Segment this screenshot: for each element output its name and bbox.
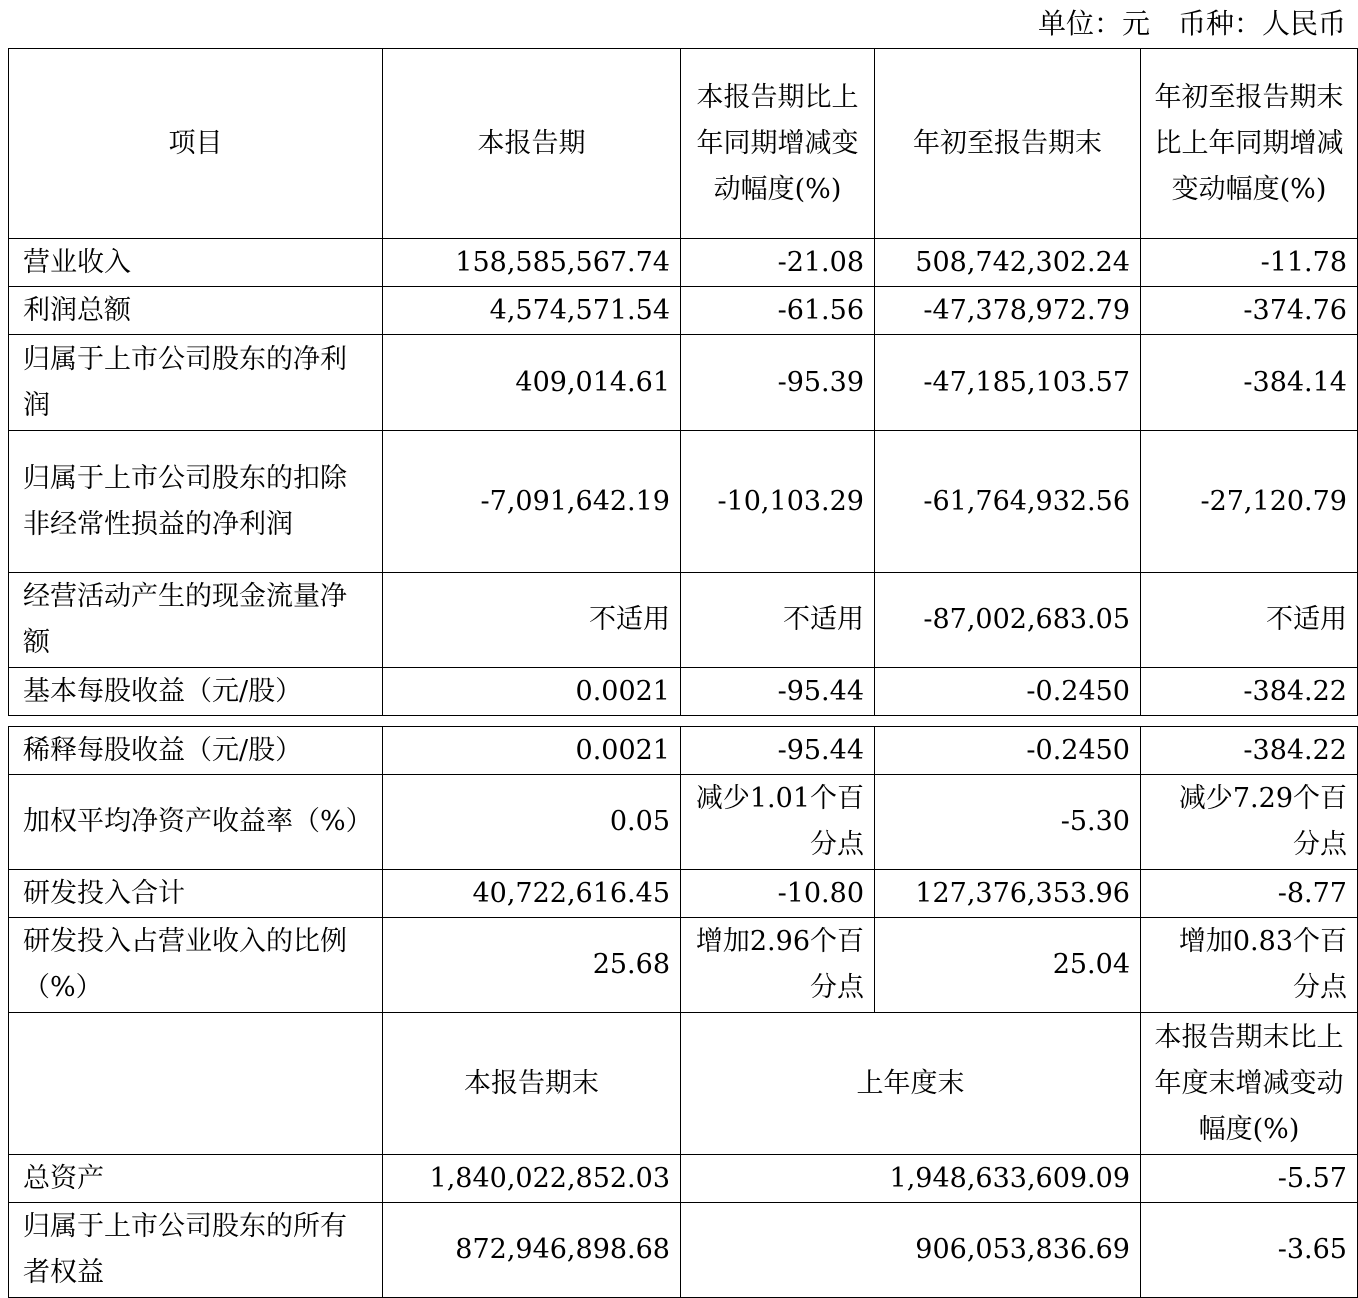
- cell-ytd-change: -27,120.79: [1141, 431, 1358, 573]
- header-period-change: 本报告期末比上年度末增减变动幅度(%): [1141, 1013, 1358, 1155]
- header-current-period: 本报告期: [383, 49, 681, 239]
- row-item-label: 研发投入占营业收入的比例（%）: [9, 918, 383, 1013]
- row-item-label: 研发投入合计: [9, 870, 383, 918]
- cell-prior-year-end: 1,948,633,609.09: [681, 1155, 1141, 1203]
- cell-ytd-change: 增加0.83个百分点: [1141, 918, 1358, 1013]
- row-item-label: 营业收入: [9, 239, 383, 287]
- cell-ytd: -61,764,932.56: [875, 431, 1141, 573]
- table-row: [9, 431, 1358, 573]
- cell-ytd-change: -384.22: [1141, 668, 1358, 716]
- table-row: [9, 573, 1358, 668]
- cell-current: -7,091,642.19: [383, 431, 681, 573]
- header-period-end: 本报告期末: [383, 1013, 681, 1155]
- row-item-label: 归属于上市公司股东的扣除非经常性损益的净利润: [9, 431, 383, 573]
- cell-period-end: 872,946,898.68: [383, 1203, 681, 1298]
- table-row: [9, 727, 1358, 775]
- cell-current-change: -95.44: [681, 668, 875, 716]
- cell-current-change: -21.08: [681, 239, 875, 287]
- cell-ytd: -0.2450: [875, 668, 1141, 716]
- cell-period-change: -5.57: [1141, 1155, 1358, 1203]
- cell-ytd: -87,002,683.05: [875, 573, 1141, 668]
- financial-data-table-part2: [8, 726, 1358, 1298]
- cell-current-change: -61.56: [681, 287, 875, 335]
- cell-current-change: -95.44: [681, 727, 875, 775]
- cell-ytd-change: -384.22: [1141, 727, 1358, 775]
- financial-data-table-part1: [8, 48, 1358, 716]
- cell-ytd-change: 不适用: [1141, 573, 1358, 668]
- cell-current: 25.68: [383, 918, 681, 1013]
- cell-current-change: -95.39: [681, 335, 875, 431]
- cell-ytd-change: -384.14: [1141, 335, 1358, 431]
- cell-ytd-change: 减少7.29个百分点: [1141, 775, 1358, 870]
- cell-ytd: 25.04: [875, 918, 1141, 1013]
- cell-ytd: -47,185,103.57: [875, 335, 1141, 431]
- table-row: [9, 668, 1358, 716]
- cell-ytd: 508,742,302.24: [875, 239, 1141, 287]
- table-row: [9, 1155, 1358, 1203]
- cell-current: 409,014.61: [383, 335, 681, 431]
- row-item-label: 基本每股收益（元/股）: [9, 668, 383, 716]
- header-ytd: 年初至报告期末: [875, 49, 1141, 239]
- balance-header-row: [9, 1013, 1358, 1155]
- header-prior-year-end: 上年度末: [681, 1013, 1141, 1155]
- table-row: [9, 239, 1358, 287]
- header-row: [9, 49, 1358, 239]
- table-row: [9, 1203, 1358, 1298]
- header-ytd-change: 年初至报告期末比上年同期增减变动幅度(%): [1141, 49, 1358, 239]
- row-item-label: 加权平均净资产收益率（%）: [9, 775, 383, 870]
- cell-current-change: 增加2.96个百分点: [681, 918, 875, 1013]
- cell-ytd-change: -8.77: [1141, 870, 1358, 918]
- table-row: [9, 335, 1358, 431]
- cell-current: 0.0021: [383, 727, 681, 775]
- cell-current-change: -10.80: [681, 870, 875, 918]
- cell-current: 40,722,616.45: [383, 870, 681, 918]
- table-row: [9, 870, 1358, 918]
- cell-current-change: 不适用: [681, 573, 875, 668]
- table-row: [9, 775, 1358, 870]
- cell-ytd: -47,378,972.79: [875, 287, 1141, 335]
- cell-current: 0.0021: [383, 668, 681, 716]
- balance-header-blank: [9, 1013, 383, 1155]
- header-current-change: 本报告期比上年同期增减变动幅度(%): [681, 49, 875, 239]
- cell-ytd: -5.30: [875, 775, 1141, 870]
- cell-current-change: 减少1.01个百分点: [681, 775, 875, 870]
- cell-current: 不适用: [383, 573, 681, 668]
- row-item-label: 稀释每股收益（元/股）: [9, 727, 383, 775]
- cell-ytd: 127,376,353.96: [875, 870, 1141, 918]
- row-item-label: 归属于上市公司股东的所有者权益: [9, 1203, 383, 1298]
- cell-ytd: -0.2450: [875, 727, 1141, 775]
- cell-prior-year-end: 906,053,836.69: [681, 1203, 1141, 1298]
- unit-currency-note: 单位：元 币种：人民币: [1037, 7, 1346, 40]
- cell-ytd-change: -11.78: [1141, 239, 1358, 287]
- row-item-label: 总资产: [9, 1155, 383, 1203]
- cell-period-change: -3.65: [1141, 1203, 1358, 1298]
- row-item-label: 利润总额: [9, 287, 383, 335]
- cell-current-change: -10,103.29: [681, 431, 875, 573]
- row-item-label: 归属于上市公司股东的净利润: [9, 335, 383, 431]
- cell-current: 0.05: [383, 775, 681, 870]
- cell-current: 4,574,571.54: [383, 287, 681, 335]
- cell-ytd-change: -374.76: [1141, 287, 1358, 335]
- table-row: [9, 287, 1358, 335]
- row-item-label: 经营活动产生的现金流量净额: [9, 573, 383, 668]
- cell-current: 158,585,567.74: [383, 239, 681, 287]
- header-item: 项目: [9, 49, 383, 239]
- cell-period-end: 1,840,022,852.03: [383, 1155, 681, 1203]
- table-row: [9, 918, 1358, 1013]
